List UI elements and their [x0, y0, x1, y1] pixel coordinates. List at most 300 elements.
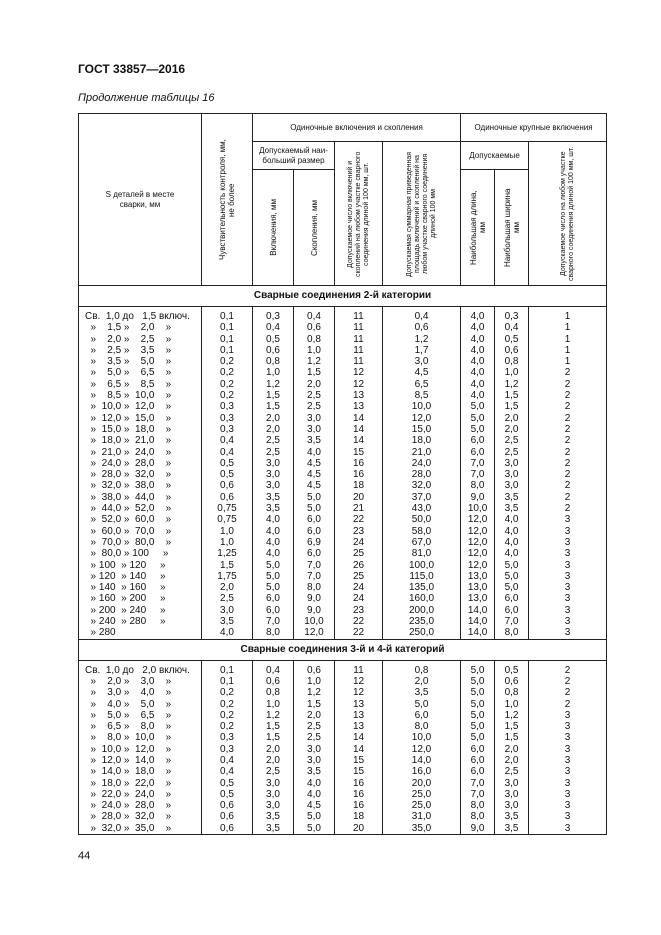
table-cell: 0,8 [253, 687, 294, 698]
table-cell: 1,2 [294, 687, 335, 698]
table-cell: » 4,0 » 5,0 » [79, 699, 202, 710]
table-cell: » 18,0 » 22,0 » [79, 778, 202, 789]
table-cell: » 28,0 » 32,0 » [79, 469, 202, 480]
table-row [79, 665, 607, 676]
table-cell: 4,0 [495, 526, 529, 537]
table-cell: 1,5 [253, 721, 294, 732]
table-cell: 2,5 [495, 766, 529, 777]
table-cell: 11 [335, 334, 383, 345]
table-row [79, 699, 607, 710]
table-row [79, 424, 607, 435]
table-cell: 15,0 [383, 424, 461, 435]
table-row [79, 571, 607, 582]
col-area-label: Допускаемая суммарная приведенная площадь включений и скоплений на любом участке сварного соединения длиной 100 мм [405, 150, 437, 277]
table-row [79, 367, 607, 378]
table-cell: 3,5 [253, 492, 294, 503]
table-cell: 14,0 [461, 605, 495, 616]
table-cell: 9,0 [294, 605, 335, 616]
table-row [79, 560, 607, 571]
table-cell: 5,0 [253, 560, 294, 571]
table-cell: 4,0 [294, 447, 335, 458]
table-cell: 0,8 [495, 687, 529, 698]
table-cell: 2 [529, 687, 607, 698]
table-cell: 4,0 [202, 627, 253, 639]
table-cell: Св. 1,0 до 1,5 включ. [79, 311, 202, 322]
table-row [79, 322, 607, 333]
table-cell: 81,0 [383, 548, 461, 559]
table-cell: 1,5 [202, 560, 253, 571]
col-count2-header [529, 142, 607, 286]
table-cell: » 15,0 » 18,0 » [79, 424, 202, 435]
table-cell: 2 [529, 413, 607, 424]
table-cell: 2 [529, 390, 607, 401]
table-cell: 235,0 [383, 616, 461, 627]
table-cell: 13,0 [461, 571, 495, 582]
table-cell: 16,0 [383, 766, 461, 777]
table-cell: 5,0 [461, 676, 495, 687]
table-cell: 1,0 [294, 676, 335, 687]
table-cell: 11 [335, 322, 383, 333]
col-allowed-header: Допускаемые [461, 142, 529, 170]
table-cell: 0,2 [202, 390, 253, 401]
table-cell: 5,0 [461, 413, 495, 424]
table-cell: 1,25 [202, 548, 253, 559]
table-cell: 0,3 [202, 413, 253, 424]
table-cell: » 8,5 » 10,0 » [79, 390, 202, 401]
table-cell: 18 [335, 480, 383, 491]
table-cell: 0,4 [253, 322, 294, 333]
table-cell: 28,0 [383, 469, 461, 480]
table-cell: 0,2 [202, 379, 253, 390]
table-cell: 4,0 [294, 778, 335, 789]
table-cell: Св. 1,0 до 2,0 включ. [79, 665, 202, 676]
col-clusters-label: Скопления, мм [309, 199, 319, 256]
table-cell: 6,0 [461, 744, 495, 755]
table-cell: » 200 » 240 » [79, 605, 202, 616]
table-cell: » 160 » 200 » [79, 593, 202, 604]
table-cell: » 240 » 280 » [79, 616, 202, 627]
table-cell: 3 [529, 548, 607, 559]
table-cell: 5,0 [253, 571, 294, 582]
table-cell: 0,2 [202, 721, 253, 732]
table-cell: 4,0 [253, 526, 294, 537]
table-cell: 2,0 [495, 755, 529, 766]
table-row [79, 548, 607, 559]
table-cell: 23 [335, 605, 383, 616]
table-cell: 3 [529, 537, 607, 548]
table-cell: 5,0 [461, 401, 495, 412]
table-cell: 0,4 [202, 435, 253, 446]
table-cell: 22 [335, 514, 383, 525]
table-cell: 12,0 [294, 627, 335, 639]
table-cell: 0,4 [202, 447, 253, 458]
table-cell: 2,0 [495, 744, 529, 755]
table-cell: 3 [529, 766, 607, 777]
table-cell: 250,0 [383, 627, 461, 639]
table-cell: 1,2 [294, 356, 335, 367]
table-cell: » 3,0 » 4,0 » [79, 687, 202, 698]
table-cell: 12,0 [461, 526, 495, 537]
table-cell: 13 [335, 710, 383, 721]
col-single-group-header: Одиночные включения и скопления [253, 114, 461, 142]
col-s-header: S деталей в месте сварки, мм [79, 114, 202, 286]
table-cell: 0,5 [495, 665, 529, 676]
page-number: 44 [78, 850, 91, 862]
table-cell: 16 [335, 458, 383, 469]
table-cell: 1 [529, 334, 607, 345]
table-cell: 4,0 [461, 390, 495, 401]
table-cell: 200,0 [383, 605, 461, 616]
table-cell: 0,5 [202, 469, 253, 480]
table-cell: 3 [529, 627, 607, 639]
table-cell: 6,0 [495, 605, 529, 616]
table-cell: 1,5 [253, 390, 294, 401]
table-cell: 0,1 [202, 665, 253, 676]
table-cell: 2,0 [253, 755, 294, 766]
col-inclusions-header [253, 170, 294, 286]
table-cell: 7,0 [253, 616, 294, 627]
table-cell: 5,0 [461, 687, 495, 698]
table-cell: 67,0 [383, 537, 461, 548]
table-cell: 1,2 [383, 334, 461, 345]
table-cell: » 18,0 » 21,0 » [79, 435, 202, 446]
table-cell: 5,0 [253, 582, 294, 593]
col-sensitivity-label: Чувствительность контроля, мм, не более [218, 139, 236, 260]
table-cell: 3 [529, 732, 607, 743]
table-cell: 1,2 [253, 710, 294, 721]
table-cell: 3,0 [253, 778, 294, 789]
table-cell: 2,0 [202, 582, 253, 593]
col-length-label: Наибольшая длина, мм [468, 190, 487, 265]
table-cell: 0,75 [202, 503, 253, 514]
table-cell: 0,5 [495, 334, 529, 345]
table-row [79, 503, 607, 514]
table-cell: 3,0 [202, 605, 253, 616]
table-cell: » 38,0 » 44,0 » [79, 492, 202, 503]
table-cell: 0,2 [202, 710, 253, 721]
table-cell: 58,0 [383, 526, 461, 537]
table-cell: 3,5 [253, 811, 294, 822]
table-cell: 6,0 [461, 435, 495, 446]
table-cell: 0,1 [202, 322, 253, 333]
table-cell: 3 [529, 605, 607, 616]
table-cell: 25 [335, 548, 383, 559]
table-cell: 9,0 [461, 823, 495, 835]
table-cell: 2,0 [253, 424, 294, 435]
table-cell: 3,0 [495, 789, 529, 800]
table-cell: » 14,0 » 18,0 » [79, 766, 202, 777]
table-cell: 2,5 [294, 390, 335, 401]
col-area-header [383, 142, 461, 286]
table-cell: 4,5 [294, 480, 335, 491]
table-cell: 0,6 [202, 480, 253, 491]
table-cell: » 70,0 » 80,0 » [79, 537, 202, 548]
table-cell: 3,5 [253, 823, 294, 835]
table-cell: » 21,0 » 24,0 » [79, 447, 202, 458]
table-cell: » 44,0 » 52,0 » [79, 503, 202, 514]
section-title: Сварные соединения 3-й и 4-й категорий [79, 639, 607, 660]
table-cell: 0,6 [202, 800, 253, 811]
table-cell: 3,5 [294, 435, 335, 446]
col-width-header [495, 170, 529, 286]
table-row [79, 345, 607, 356]
table-cell: 5,0 [383, 699, 461, 710]
table-cell: 2,5 [294, 732, 335, 743]
table-cell: 1,5 [253, 401, 294, 412]
table-cell: 3,0 [294, 755, 335, 766]
table-cell: 14,0 [461, 627, 495, 639]
table-cell: 4,0 [495, 514, 529, 525]
table-cell: 6,0 [495, 593, 529, 604]
page-header: ГОСТ 33857—2016 [78, 62, 186, 76]
table-cell: 3,0 [495, 469, 529, 480]
table-cell: 2,5 [495, 447, 529, 458]
table-row [79, 582, 607, 593]
table-cell: 4,0 [495, 548, 529, 559]
table-cell: 25,0 [383, 789, 461, 800]
table-cell: 0,1 [202, 345, 253, 356]
table-cell: 0,8 [294, 334, 335, 345]
table-cell: 13 [335, 401, 383, 412]
table-cell: 160,0 [383, 593, 461, 604]
table-cell: » 6,5 » 8,5 » [79, 379, 202, 390]
table-cell: 6,0 [461, 755, 495, 766]
table-cell: 6,0 [294, 526, 335, 537]
table-cell: 2 [529, 424, 607, 435]
table-cell: 4,0 [253, 548, 294, 559]
table-cell: 4,0 [253, 514, 294, 525]
table-cell: 7,0 [461, 789, 495, 800]
table-row [79, 616, 607, 627]
table-cell: 1,7 [383, 345, 461, 356]
table-cell: 0,3 [202, 732, 253, 743]
table-cell: 2 [529, 503, 607, 514]
table-cell: » 5,0 » 6,5 » [79, 710, 202, 721]
table-cell: 0,4 [383, 311, 461, 322]
table-cell: 1 [529, 311, 607, 322]
table-cell: 0,6 [253, 345, 294, 356]
table-cell: » 12,0 » 14,0 » [79, 755, 202, 766]
table-cell: 6,0 [253, 605, 294, 616]
table-cell: 3,0 [253, 469, 294, 480]
table-cell: 3 [529, 823, 607, 835]
table-cell: » 6,5 » 8,0 » [79, 721, 202, 732]
col-large-group-header: Одиночные крупные включения [461, 114, 607, 142]
table-cell: 2 [529, 401, 607, 412]
table-cell: 5,0 [294, 492, 335, 503]
table-cell: 3 [529, 721, 607, 732]
table-cell: 4,5 [294, 458, 335, 469]
table-cell: 25,0 [383, 800, 461, 811]
table-caption: Продолжение таблицы 16 [78, 92, 215, 104]
table-cell: 2 [529, 447, 607, 458]
table-cell: 5,0 [461, 424, 495, 435]
table-cell: 1,75 [202, 571, 253, 582]
table-cell: » 24,0 » 28,0 » [79, 800, 202, 811]
table-cell: 3,5 [495, 823, 529, 835]
table-cell: 1,2 [495, 379, 529, 390]
table-cell: 12,0 [461, 514, 495, 525]
table-cell: 1,2 [253, 379, 294, 390]
table-cell: 5,0 [495, 560, 529, 571]
table-cell: 0,6 [495, 676, 529, 687]
col-clusters-header [294, 170, 335, 286]
table-cell: 8,0 [294, 582, 335, 593]
table-cell: 2,5 [253, 447, 294, 458]
table-cell: 2 [529, 379, 607, 390]
table-cell: 6,0 [294, 548, 335, 559]
table-cell: 3 [529, 811, 607, 822]
table-cell: » 2,5 » 3,5 » [79, 345, 202, 356]
table-cell: 4,0 [253, 537, 294, 548]
table-cell: 7,0 [294, 571, 335, 582]
table-cell: 35,0 [383, 823, 461, 835]
table-cell: 8,0 [461, 811, 495, 822]
table-cell: 16 [335, 469, 383, 480]
col-width-label: Наибольшая ширина мм [502, 188, 521, 267]
table-cell: 0,8 [495, 356, 529, 367]
table-cell: » 2,0 » 2,5 » [79, 334, 202, 345]
table-cell: 0,3 [202, 401, 253, 412]
table-cell: 0,5 [202, 458, 253, 469]
table-cell: 14,0 [461, 616, 495, 627]
table-cell: » 52,0 » 60,0 » [79, 514, 202, 525]
table-cell: 3 [529, 789, 607, 800]
table-cell: 0,6 [202, 823, 253, 835]
table-cell: 10,0 [383, 732, 461, 743]
table-cell: 7,0 [461, 778, 495, 789]
table-cell: 0,6 [294, 322, 335, 333]
table-row [79, 732, 607, 743]
table-cell: 2 [529, 480, 607, 491]
table-cell: 13 [335, 699, 383, 710]
table-cell: 0,6 [202, 492, 253, 503]
table-cell: 1 [529, 356, 607, 367]
table-cell: 3,5 [294, 766, 335, 777]
table-cell: 2 [529, 367, 607, 378]
table-row [79, 755, 607, 766]
section-header-row [79, 286, 607, 307]
table-row [79, 311, 607, 322]
table-cell: 32,0 [383, 480, 461, 491]
table-cell: 12,0 [461, 548, 495, 559]
table-cell: 3,0 [294, 413, 335, 424]
table-cell: » 32,0 » 35,0 » [79, 823, 202, 835]
table-cell: 0,1 [202, 334, 253, 345]
table-cell: 14 [335, 413, 383, 424]
table-cell: 13 [335, 721, 383, 732]
table-cell: 0,4 [253, 665, 294, 676]
table-row [79, 537, 607, 548]
table-cell: 11 [335, 356, 383, 367]
table-cell: » 8,0 » 10,0 » [79, 732, 202, 743]
table-cell: » 140 » 160 » [79, 582, 202, 593]
table-cell: 2 [529, 435, 607, 446]
table-cell: 24 [335, 593, 383, 604]
table-cell: 4,5 [383, 367, 461, 378]
table-cell: 24 [335, 582, 383, 593]
table-cell: 21,0 [383, 447, 461, 458]
table-cell: » 12,0 » 15,0 » [79, 413, 202, 424]
table-cell: 11 [335, 665, 383, 676]
table-cell: 1,5 [495, 401, 529, 412]
table-cell: 2,5 [495, 435, 529, 446]
table-cell: 14 [335, 435, 383, 446]
table-cell: 12,0 [461, 560, 495, 571]
table-row [79, 401, 607, 412]
col-length-header [461, 170, 495, 286]
table-cell: 2,0 [495, 424, 529, 435]
table-row [79, 605, 607, 616]
table-cell: » 120 » 140 » [79, 571, 202, 582]
table-cell: 22 [335, 616, 383, 627]
table-cell: 3 [529, 744, 607, 755]
table-cell: 3 [529, 755, 607, 766]
table-cell: 3 [529, 616, 607, 627]
table-cell: 3,0 [253, 458, 294, 469]
table-cell: 0,2 [202, 687, 253, 698]
table-row [79, 687, 607, 698]
table-cell: 26 [335, 560, 383, 571]
table-row [79, 778, 607, 789]
table-cell: 31,0 [383, 811, 461, 822]
table-cell: 4,0 [461, 311, 495, 322]
table-cell: 3 [529, 800, 607, 811]
table-cell: 25 [335, 571, 383, 582]
table-cell: » 280 [79, 627, 202, 639]
col-max-size-header: Допускаемый наи-больший размер [253, 142, 335, 170]
table-cell: 14 [335, 732, 383, 743]
table-cell: 0,6 [253, 676, 294, 687]
table-cell: 5,0 [461, 665, 495, 676]
table-cell: 21 [335, 503, 383, 514]
table-cell: 6,0 [383, 710, 461, 721]
table-cell: » 24,0 » 28,0 » [79, 458, 202, 469]
table-row [79, 514, 607, 525]
table-cell: 13,0 [461, 582, 495, 593]
table-cell: » 3,5 » 5,0 » [79, 356, 202, 367]
table-cell: 16 [335, 800, 383, 811]
table-cell: 16 [335, 789, 383, 800]
table-cell: 10,0 [383, 401, 461, 412]
table-cell: » 1,5 » 2,0 » [79, 322, 202, 333]
table-row [79, 721, 607, 732]
table-row [79, 766, 607, 777]
table-cell: 1,0 [253, 367, 294, 378]
table-cell: 6,0 [253, 593, 294, 604]
table-cell: 12,0 [461, 537, 495, 548]
table-cell: 6,0 [294, 514, 335, 525]
table-cell: 13 [335, 390, 383, 401]
table-cell: 2,0 [294, 710, 335, 721]
table-cell: 1,5 [495, 721, 529, 732]
table-cell: 3,0 [495, 458, 529, 469]
table-cell: 8,0 [253, 627, 294, 639]
defects-table [78, 113, 607, 835]
table-cell: 1,5 [294, 699, 335, 710]
table-cell: 3,0 [495, 778, 529, 789]
table-cell: 23 [335, 526, 383, 537]
table-cell: 5,0 [495, 582, 529, 593]
table-cell: 8,5 [383, 390, 461, 401]
table-cell: 5,0 [461, 699, 495, 710]
table-cell: 15 [335, 755, 383, 766]
table-cell: 12 [335, 379, 383, 390]
table-cell: 3,0 [495, 480, 529, 491]
table-cell: 1,0 [202, 526, 253, 537]
table-cell: 2,0 [383, 676, 461, 687]
table-cell: 11 [335, 345, 383, 356]
